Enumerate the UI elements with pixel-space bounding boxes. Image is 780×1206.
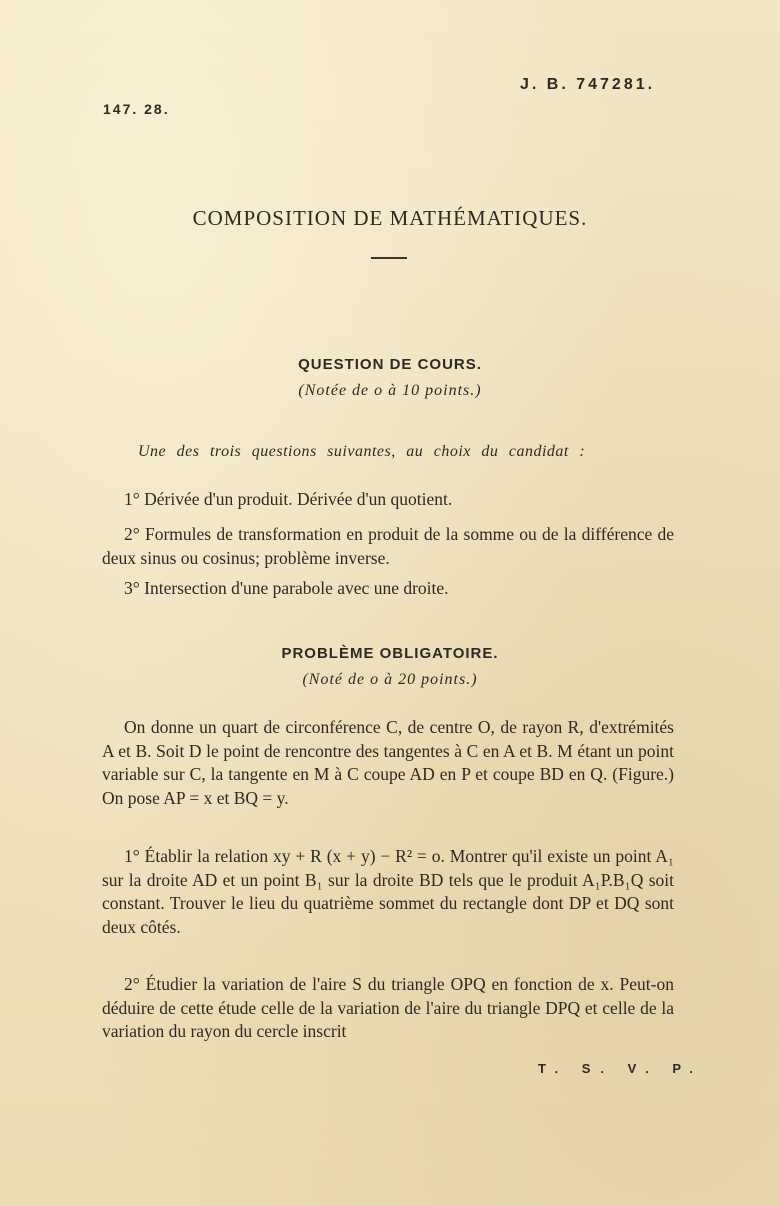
page-title: COMPOSITION DE MATHÉMATIQUES. [192,206,588,230]
course-question-note: (Notée de o à 10 points.) [298,382,482,399]
reference-number: J. B. 747281. [520,76,656,93]
course-question-intro: Une des trois questions suivantes, au choix du candidat : [138,443,586,460]
problem-statement: On donne un quart de circonférence C, de centre O, de rayon R, d'extrémités A et B. Soit D le point de rencontre des tangentes à C en A et B. M étant un point variable sur C, la tangente en M à C coupe AD en P et coupe BD en Q. (Figure.) On pose AP = x et BQ = y. [102,717,674,808]
course-item-2: 2° Formules de transformation en produit de la somme ou de la différence de deux sinus ou cosinus; problème inverse. [102,524,674,568]
problem-heading: PROBLÈME OBLIGATOIRE. [281,645,499,662]
turn-over-notice: T. S. V. P. [538,1061,703,1076]
problem-question-2: 2° Étudier la variation de l'aire S du triangle OPQ en fonction de x. Peut-on déduire de cette étude celle de la variation de l'aire du triangle DPQ et celle de la variation du rayon du cercle inscrit [102,974,674,1041]
course-item-1: 1° Dérivée d'un produit. Dérivée d'un quotient. [124,489,453,509]
problem-question-1: 1° Établir la relation xy + R (x + y) − R² = o. Montrer qu'il existe un point A₁ sur la droite AD et un point B₁ sur la droite BD tels que le produit A₁P.B₁Q soit constant. Trouver le lieu du quatrième sommet du rectangle dont DP et DQ sont deux côtés. [102,846,674,937]
problem-note: (Noté de o à 20 points.) [302,671,478,688]
course-item-3: 3° Intersection d'une parabole avec une droite. [124,578,449,598]
page-code: 147. 28. [103,101,170,117]
course-question-heading: QUESTION DE COURS. [298,356,482,373]
title-divider [371,257,407,259]
